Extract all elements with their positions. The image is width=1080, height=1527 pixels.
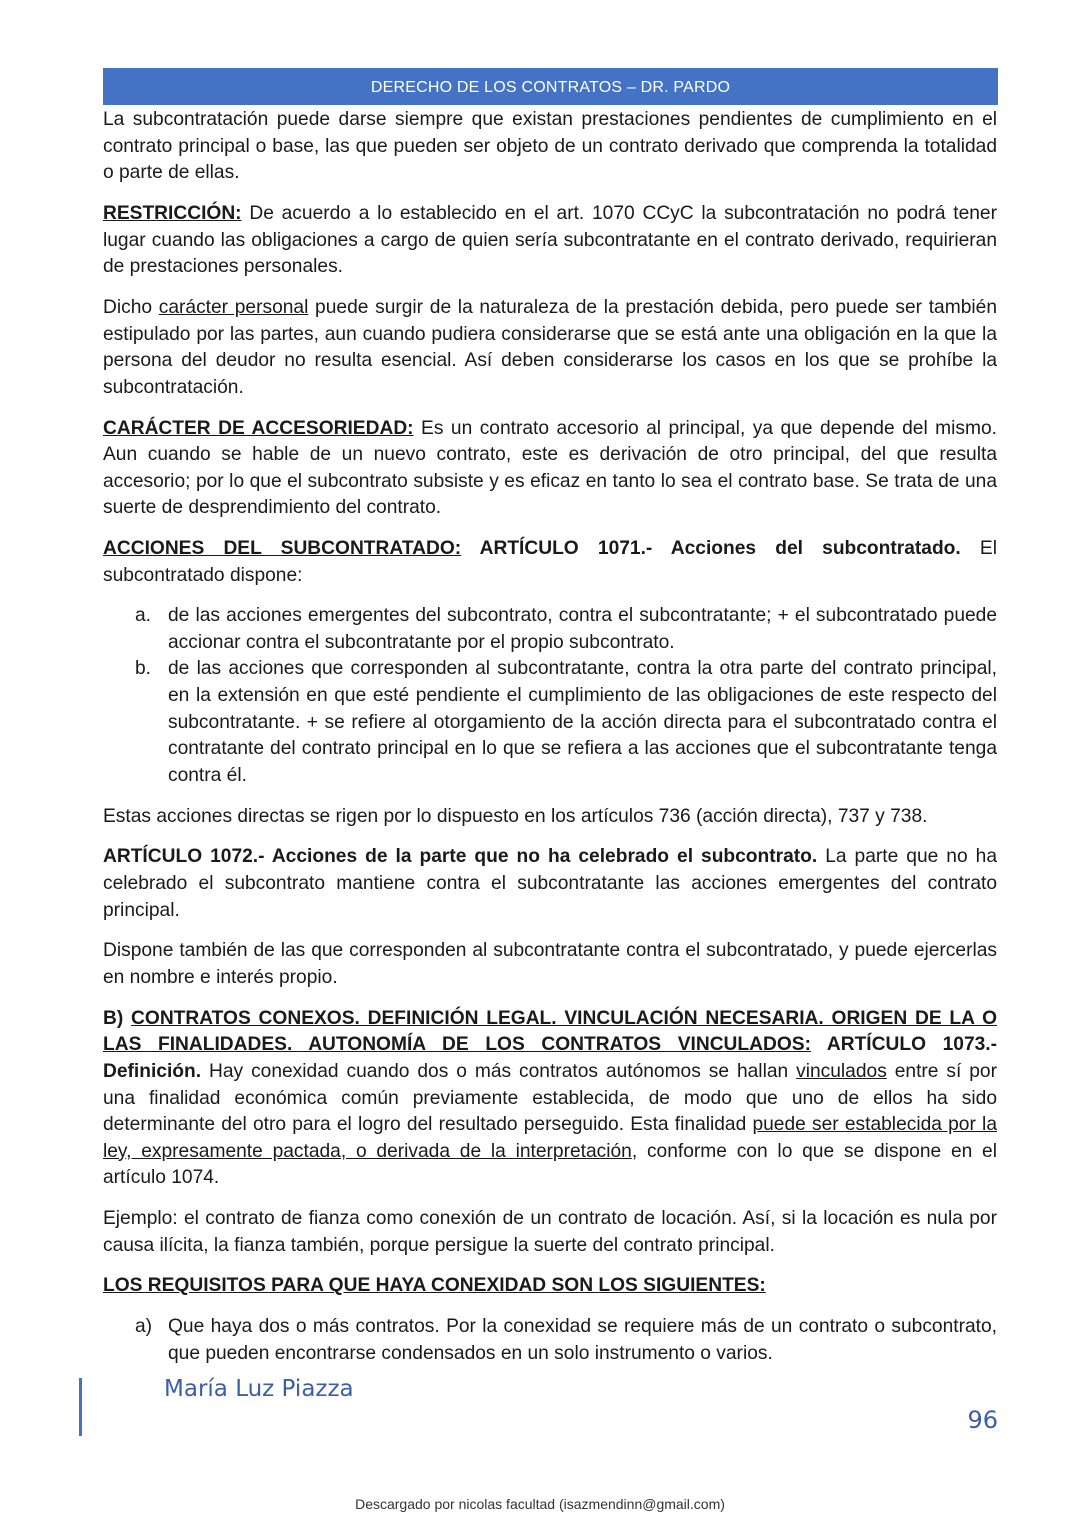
page-number: 96 bbox=[967, 1406, 998, 1434]
paragraph-text: La subcontratación puede darse siempre que existan prestaciones pendientes de cumplimiento en el contrato principal o base, las que pueden ser objeto de un contrato derivado que comprenda la totalidad o parte de ellas. bbox=[103, 109, 997, 184]
article-title: ARTÍCULO 1071.- Acciones del subcontratado. bbox=[461, 538, 961, 560]
list bbox=[103, 603, 997, 789]
paragraph bbox=[103, 844, 997, 924]
section-prefix: B) bbox=[103, 1007, 132, 1029]
list-item-text: de las acciones que corresponden al subcontratante, contra la otra parte del contrato principal, en la extensión en que esté pendiente el cumplimiento de las obligaciones de este respecto del subcontratante. + se refiere al otorgamiento de la acción directa para el subcontratado contra el contratante del contrato principal en lo que se refiera a las acciones que el subcontratante tenga contra él. bbox=[168, 658, 997, 786]
list-item bbox=[103, 1314, 997, 1367]
paragraph-text: Hay conexidad cuando dos o más contratos autónomos se hallan bbox=[201, 1060, 797, 1082]
underlined-text: carácter personal bbox=[158, 296, 309, 318]
paragraph-text: Es un contrato accesorio al principal, ya que depende del mismo. Aun cuando se hable de un nuevo contrato, este es derivación de otro principal, del que resulta accesorio; por lo que el subcontrato subsiste y es eficaz en tanto lo sea el contrato base. Se trata de una suerte de desprendimiento del contrato. bbox=[103, 417, 998, 519]
article-title: ARTÍCULO 1072.- Acciones de la parte que no ha celebrado el subcontrato. bbox=[103, 846, 818, 868]
list-marker: a. bbox=[135, 605, 152, 627]
paragraph-text: Dispone también de las que corresponden al subcontratante contra el subcontratado, y puede ejercerlas en nombre e interés propio. bbox=[103, 940, 997, 988]
paragraph-text: El subcontratado dispone: bbox=[103, 538, 997, 586]
section-label: RESTRICCIÓN: bbox=[103, 202, 242, 224]
list-item bbox=[103, 656, 997, 789]
section-label: CARÁCTER DE ACCESORIEDAD: bbox=[103, 417, 414, 439]
paragraph bbox=[103, 1206, 997, 1259]
paragraph bbox=[103, 295, 997, 401]
paragraph-text: , conforme con lo que se dispone en el artículo 1074. bbox=[103, 1140, 997, 1189]
paragraph-text: entre sí por una finalidad económica común previamente establecida, de modo que uno de ellos ha sido determinante del otro para el logro del resultado perseguido. Esta finalidad bbox=[103, 1060, 997, 1136]
section-label: ACCIONES DEL SUBCONTRATADO: bbox=[103, 538, 462, 560]
paragraph bbox=[103, 804, 997, 831]
paragraph-text: Estas acciones directas se rigen por lo dispuesto en los artículos 736 (acción directa), 737 y 738. bbox=[103, 805, 928, 827]
list-item-text: de las acciones emergentes del subcontrato, contra el subcontratante; + el subcontratado puede accionar contra el subcontratante por el propio subcontrato. bbox=[168, 605, 997, 653]
paragraph-text: Ejemplo: el contrato de fianza como conexión de un contrato de locación. Así, si la locación es nula por causa ilícita, la fianza también, porque persigue la suerte del contrato principal. bbox=[103, 1208, 997, 1256]
header-title: DERECHO DE LOS CONTRATOS – DR. PARDO bbox=[370, 79, 731, 96]
paragraph-text: Dicho bbox=[103, 296, 159, 318]
list-marker: b. bbox=[135, 658, 152, 680]
paragraph-text: puede surgir de la naturaleza de la prestación debida, pero puede ser también estipulado por las partes, aun cuando pudiera considerarse que se está ante una obligación en la que la persona del deudor no resulta esencial. Así deben considerarse los casos en los que se prohíbe la subcontratación. bbox=[103, 296, 997, 398]
paragraph bbox=[103, 1273, 997, 1300]
paragraph-text: La parte que no ha celebrado el subcontrato mantiene contra el subcontratante las acciones emergentes del contrato principal. bbox=[103, 846, 997, 921]
download-note: Descargado por nicolas facultad (isazmendinn@gmail.com) bbox=[355, 1496, 725, 1512]
section-label: LOS REQUISITOS PARA QUE HAYA CONEXIDAD SON LOS SIGUIENTES: bbox=[103, 1275, 766, 1297]
list-item bbox=[103, 603, 997, 656]
list-marker: a) bbox=[135, 1316, 153, 1338]
author-name: María Luz Piazza bbox=[164, 1376, 354, 1402]
list-item-text: Que haya dos o más contratos. Por la conexidad se requiere más de un contrato o subcontrato, que pueden encontrarse condensados en un solo instrumento o varios. bbox=[168, 1316, 997, 1364]
underlined-text: puede ser establecida por la ley, expresamente pactada, o derivada de la interpretación bbox=[103, 1114, 997, 1162]
paragraph bbox=[103, 416, 997, 522]
article-title: ARTÍCULO 1073.- Definición. bbox=[103, 1034, 998, 1082]
paragraph bbox=[103, 938, 997, 991]
document-body bbox=[103, 107, 997, 1382]
list bbox=[103, 1314, 997, 1367]
paragraph bbox=[103, 201, 997, 281]
footer-accent-bar bbox=[79, 1378, 82, 1436]
paragraph bbox=[103, 107, 997, 187]
page-header bbox=[103, 68, 998, 105]
underlined-text: vinculados bbox=[796, 1060, 887, 1082]
section-label: CONTRATOS CONEXOS. DEFINICIÓN LEGAL. VINCULACIÓN NECESARIA. ORIGEN DE LA O LAS FINALIDADES. AUTONOMÍA DE LOS CONTRATOS VINCULADOS: bbox=[103, 1007, 997, 1056]
paragraph-text: De acuerdo a lo establecido en el art. 1070 CCyC la subcontratación no podrá tener lugar cuando las obligaciones a cargo de quien sería subcontratante en el contrato derivado, requirieran de prestaciones personales. bbox=[103, 202, 997, 278]
paragraph bbox=[103, 1006, 997, 1192]
paragraph bbox=[103, 536, 997, 589]
